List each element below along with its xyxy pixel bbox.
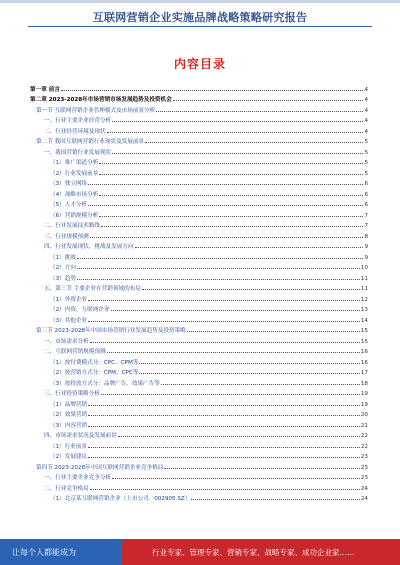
toc-entry-label: （2）行业发展前景 — [50, 170, 99, 177]
toc-entry-label: （4）战略市场分析 — [50, 191, 99, 198]
toc-leader-dots — [112, 478, 360, 479]
toc-entry-page: 16 — [360, 349, 368, 355]
toc-entry[interactable] — [30, 345, 368, 356]
toc-entry-page: 5 — [364, 139, 368, 145]
toc-leader-dots — [156, 111, 363, 112]
toc-entry-label: （2）效果营销 — [50, 412, 88, 418]
toc-entry[interactable] — [30, 366, 368, 377]
toc-entry-label: 一、行业主要企业竞争分析 — [44, 475, 112, 481]
toc-leader-dots — [77, 268, 360, 269]
toc-entry-label: （3）趋势 — [50, 275, 76, 282]
toc-entry-label: 四、市场需求状况及发展前景 — [44, 433, 117, 439]
toc-entry-label: 一、市场需求分析 — [44, 338, 89, 345]
toc-leader-dots — [101, 394, 360, 395]
table-of-contents — [30, 82, 368, 502]
toc-entry-label: 五、第三节 主要企业在营销领域的布局 — [44, 286, 141, 292]
toc-entry[interactable] — [30, 271, 368, 282]
toc-entry[interactable] — [30, 166, 368, 177]
toc-leader-dots — [187, 331, 360, 332]
toc-entry-page: 7 — [364, 223, 368, 229]
toc-entry-page: 9 — [364, 244, 368, 250]
toc-entry[interactable] — [30, 460, 368, 471]
toc-leader-dots — [88, 205, 363, 206]
toc-entry-page: 23 — [360, 454, 368, 460]
toc-entry[interactable] — [30, 198, 368, 209]
toc-entry-page: 7 — [364, 212, 368, 219]
toc-entry[interactable] — [30, 303, 368, 314]
toc-entry-page: 11 — [360, 286, 368, 292]
toc-leader-dots — [139, 363, 359, 364]
toc-entry[interactable] — [30, 93, 368, 104]
toc-entry-page: 15 — [360, 328, 368, 334]
toc-entry-label: （3）其他企业 — [50, 317, 88, 324]
toc-entry[interactable] — [30, 103, 368, 114]
toc-entry[interactable] — [30, 261, 368, 272]
toc-leader-dots — [107, 132, 364, 133]
toc-entry[interactable] — [30, 334, 368, 345]
toc-entry-page: 6 — [364, 202, 368, 208]
toc-entry-page: 11 — [360, 275, 368, 282]
toc-entry-page: 15 — [360, 338, 368, 345]
toc-entry[interactable] — [30, 177, 368, 188]
toc-entry-label: 一、行业主要企业经营分析 — [44, 118, 112, 124]
toc-leader-dots — [88, 405, 360, 406]
toc-entry-label: （3）内容营销 — [50, 422, 88, 429]
toc-entry-page: 21 — [360, 422, 368, 429]
toc-entry-label: （5）人才分析 — [50, 202, 88, 208]
footer-divider-shape — [110, 539, 124, 565]
toc-entry-label: 二、行业经营环境及现状 — [44, 128, 106, 135]
toc-entry-label: 第一章 前言 — [30, 86, 60, 93]
toc-leader-dots — [99, 195, 363, 196]
toc-entry-page: 20 — [360, 412, 368, 418]
toc-leader-dots — [88, 426, 360, 427]
toc-entry-page: 5 — [364, 149, 368, 156]
toc-entry[interactable] — [30, 313, 368, 324]
toc-entry-label: 第二节 我国互联网营销行业现状及发展前景 — [36, 139, 145, 145]
toc-entry-label: （2）发展建议 — [50, 454, 88, 460]
toc-entry[interactable] — [30, 292, 368, 303]
toc-entry-page: 4 — [364, 118, 368, 124]
toc-leader-dots — [88, 457, 360, 458]
toc-entry[interactable] — [30, 282, 368, 293]
toc-entry-label: （1）挑战 — [50, 254, 76, 261]
toc-entry[interactable] — [30, 208, 368, 219]
toc-entry-page: 17 — [360, 370, 368, 376]
toc-entry-label: 四、行业发展现状、挑战及发展方向 — [44, 244, 134, 250]
toc-leader-dots — [135, 247, 364, 248]
toc-leader-dots — [99, 174, 363, 175]
toc-entry-label: （3）独立网络 — [50, 181, 88, 187]
toc-leader-dots — [101, 226, 363, 227]
toc-entry-page: 22 — [360, 433, 368, 439]
toc-leader-dots — [173, 100, 364, 101]
header-accent-bar — [0, 0, 400, 3]
toc-leader-dots — [99, 163, 363, 164]
toc-entry[interactable] — [30, 471, 368, 482]
toc-entry-label: 三、行业投资策略分析 — [44, 391, 100, 397]
toc-leader-dots — [161, 384, 360, 385]
toc-entry-label: （1）行业前景 — [50, 443, 88, 450]
toc-entry-label: （2）按营销方式分：CPM、CPC等 — [50, 370, 139, 376]
toc-entry[interactable] — [30, 145, 368, 156]
toc-entry-label: （1）推广渠道分析 — [50, 160, 99, 166]
toc-entry[interactable] — [30, 324, 368, 335]
toc-leader-dots — [111, 310, 360, 311]
toc-entry[interactable] — [30, 240, 368, 251]
toc-entry-label: 第一节 互联网营销企业管理模式及市场前景分析 — [36, 107, 156, 114]
toc-entry[interactable] — [30, 114, 368, 125]
toc-entry[interactable] — [30, 408, 368, 419]
toc-entry-page: 5 — [364, 160, 368, 166]
toc-entry[interactable] — [30, 450, 368, 461]
toc-entry-label: （2）内资、互联网企业 — [50, 307, 110, 313]
toc-leader-dots — [139, 373, 359, 374]
toc-entry-label: （1）外资企业 — [50, 296, 88, 303]
toc-entry[interactable] — [30, 481, 368, 492]
toc-entry-page: 19 — [360, 391, 368, 397]
footer-left-panel — [0, 539, 122, 565]
toc-leader-dots — [90, 489, 360, 490]
toc-entry-label: 第三节 2023-2028年中国市场营销行业发展趋势及投资策略 — [36, 328, 186, 334]
toc-entry-page: 23 — [360, 475, 368, 481]
toc-entry-label: （3）按投放方式分：品牌广告、效果广告等 — [50, 380, 160, 387]
toc-entry-label: 二、行业竞争格局 — [44, 485, 89, 492]
toc-leader-dots — [77, 279, 360, 280]
toc-leader-dots — [145, 142, 363, 143]
toc-entry[interactable] — [30, 156, 368, 167]
toc-entry-label: 一、我国营销行业发展现状 — [44, 149, 112, 156]
toc-entry[interactable] — [30, 82, 368, 93]
toc-entry-page: 19 — [360, 401, 368, 408]
toc-entry-page: 13 — [360, 307, 368, 313]
toc-entry-page: 5 — [364, 170, 368, 177]
toc-entry[interactable] — [30, 387, 368, 398]
toc-leader-dots — [88, 447, 360, 448]
toc-leader-dots — [142, 289, 360, 290]
toc-entry[interactable] — [30, 124, 368, 135]
footer-roles: 行业专家、管理专家、营销专家、战略专家、成功企业家…… — [152, 548, 355, 557]
toc-entry-label: （1）按付费模式分：CPC、CPM等 — [50, 359, 139, 366]
toc-entry-page: 4 — [364, 86, 368, 93]
toc-leader-dots — [88, 321, 360, 322]
toc-entry-page: 22 — [360, 443, 368, 450]
toc-entry-page: 8 — [364, 233, 368, 240]
toc-entry-page: 16 — [360, 359, 368, 366]
toc-entry-page: 24 — [360, 485, 368, 492]
toc-entry[interactable] — [30, 418, 368, 429]
toc-leader-dots — [61, 90, 364, 91]
toc-leader-dots — [88, 300, 360, 301]
toc-entry[interactable] — [30, 135, 368, 146]
toc-leader-dots — [107, 352, 360, 353]
toc-entry[interactable] — [30, 229, 368, 240]
report-title: 互联网营销企业实施品牌战略策略研究报告 — [92, 11, 308, 24]
footer-slogan: 让每个人都能成为 — [12, 548, 76, 557]
toc-entry-page: 6 — [364, 181, 368, 187]
toc-entry[interactable] — [30, 439, 368, 450]
toc-entry-label: 三、行业规模预测 — [44, 233, 89, 240]
toc-entry[interactable] — [30, 187, 368, 198]
toc-entry-page: 12 — [360, 296, 368, 303]
toc-entry-label: 二、行业发展技术路线 — [44, 223, 100, 229]
header-divider — [28, 26, 372, 27]
toc-entry[interactable] — [30, 397, 368, 408]
toc-leader-dots — [88, 415, 360, 416]
toc-entry-label: （1）北京某互联网营销企业（上市公司：002905.SZ） — [50, 496, 191, 502]
toc-entry[interactable] — [30, 492, 368, 503]
toc-entry-page: 4 — [364, 128, 368, 135]
toc-leader-dots — [99, 216, 363, 217]
toc-entry-page: 4 — [364, 97, 368, 103]
toc-entry-label: 第四节 2023-2028年中国互联网营销企业竞争格局 — [36, 464, 164, 471]
toc-entry[interactable] — [30, 376, 368, 387]
toc-entry-page: 9 — [364, 254, 368, 261]
toc-entry[interactable] — [30, 219, 368, 230]
toc-entry-label: 二、互联网营销规模预测 — [44, 349, 106, 355]
toc-heading: 内容目录 — [173, 57, 226, 71]
toc-leader-dots — [164, 468, 360, 469]
toc-leader-dots — [77, 258, 364, 259]
toc-entry[interactable] — [30, 250, 368, 261]
toc-entry-page: 14 — [360, 317, 368, 324]
toc-leader-dots — [88, 184, 363, 185]
toc-entry-page: 4 — [364, 107, 368, 114]
toc-leader-dots — [112, 153, 363, 154]
toc-entry[interactable] — [30, 429, 368, 440]
toc-leader-dots — [90, 342, 360, 343]
toc-leader-dots — [112, 121, 363, 122]
toc-entry-page: 24 — [360, 496, 368, 502]
toc-leader-dots — [90, 237, 364, 238]
toc-entry-page: 18 — [360, 380, 368, 387]
toc-entry[interactable] — [30, 355, 368, 366]
toc-entry-page: 6 — [364, 191, 368, 198]
page-footer — [0, 539, 400, 565]
toc-leader-dots — [191, 499, 360, 500]
toc-entry-page: 23 — [360, 464, 368, 471]
page-header — [0, 0, 400, 26]
toc-entry-label: 第二章 2023-2028年市场营销市场发展趋势及投资机会 — [30, 97, 172, 103]
toc-leader-dots — [118, 436, 360, 437]
toc-entry-page: 10 — [360, 265, 368, 271]
toc-entry-label: （1）品牌营销 — [50, 401, 88, 408]
toc-entry-label: （6）营销规模分析 — [50, 212, 99, 219]
toc-entry-label: （2）方向 — [50, 265, 76, 271]
